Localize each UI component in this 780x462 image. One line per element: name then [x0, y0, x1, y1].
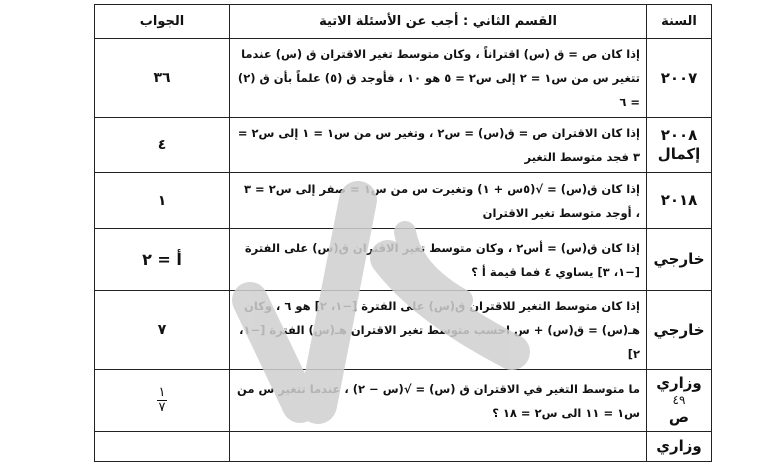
- year-cell: [647, 291, 712, 370]
- table-row: [95, 229, 712, 291]
- question-cell: ما متوسط التغير في الاقتران ق (س) = √(س − ٢) ، عندما تتغير س من س١ = ١١ الى س٢ = ١٨ ؟: [230, 370, 647, 432]
- question-cell: إذا كان الاقتران ص = ق(س) = س٢ ، وتغير س من س١ = ١ إلى س٢ = ٣ فجد متوسط التغير: [230, 118, 647, 173]
- questions-table: [94, 4, 712, 462]
- table-row: [95, 370, 712, 432]
- year-label: خارجي: [653, 250, 705, 269]
- table-row: [95, 291, 712, 370]
- table-row: [95, 118, 712, 173]
- answer-fraction: [157, 386, 168, 415]
- answer-cell: ٤: [95, 118, 230, 173]
- answer-cell: [95, 432, 230, 462]
- year-note: إكمال: [657, 145, 701, 163]
- header-year: السنة: [647, 5, 712, 39]
- year-cell: [647, 118, 712, 173]
- year-cell: [647, 229, 712, 291]
- answer-cell: ٧: [95, 291, 230, 370]
- table-row: [95, 432, 712, 462]
- answer-cell: ٣٦: [95, 39, 230, 118]
- header-answer: الجواب: [95, 5, 230, 39]
- answer-cell: ١: [95, 173, 230, 229]
- year-cell: [647, 173, 712, 229]
- table-row: [95, 173, 712, 229]
- year-label: خارجي: [653, 320, 705, 339]
- fraction-denominator: ٧: [158, 400, 166, 415]
- question-cell: إذا كان متوسط التغير للاقتران ق(س) على الفترة [−١، ٢] هو ٦ ، وكان هـ(س) = ق(س) + س احسب متوسط تغير الاقتران هـ(س) الفترة [−١، ٢]: [230, 291, 647, 370]
- year-cell: [647, 432, 712, 462]
- fraction-numerator: ١: [158, 385, 166, 400]
- table-row: [95, 39, 712, 118]
- year-label: وزاري: [656, 374, 702, 393]
- year-page-number: ٤٩: [672, 393, 686, 407]
- year-label: وزاري: [656, 437, 702, 456]
- question-cell: إذا كان ق(س) = أس٢ ، وكان متوسط تغير الاقتران ق(س) على الفترة [−١، ٣] يساوي ٤ فما قيمة أ ؟: [230, 229, 647, 291]
- year-page-abbrev: ص: [668, 408, 690, 426]
- year-label: ٢٠٠٧: [660, 68, 698, 87]
- header-question: القسم الثاني : أجب عن الأسئلة الاتية: [230, 5, 647, 39]
- answer-cell: [95, 370, 230, 432]
- year-label: ٢٠٠٨: [660, 126, 698, 145]
- question-cell: إذا كان ق(س) = √(٥س + ١) وتغيرت س من س١ = صفر إلى س٢ = ٣ ، أوجد متوسط تغير الاقتران: [230, 173, 647, 229]
- question-cell: إذا كان ص = ق (س) اقتراناً ، وكان متوسط تغير الاقتران ق (س) عندما تتغير س من س١ = ٢ إلى س٢ = ٥ هو ١٠ ، فأوجد ق (٥) علماً بأن ق (٢) = ٦: [230, 39, 647, 118]
- year-cell: [647, 370, 712, 432]
- table-header-row: [95, 5, 712, 39]
- question-cell: [230, 432, 647, 462]
- year-cell: [647, 39, 712, 118]
- year-label: ٢٠١٨: [660, 191, 698, 210]
- answer-cell: أ = ٢: [95, 229, 230, 291]
